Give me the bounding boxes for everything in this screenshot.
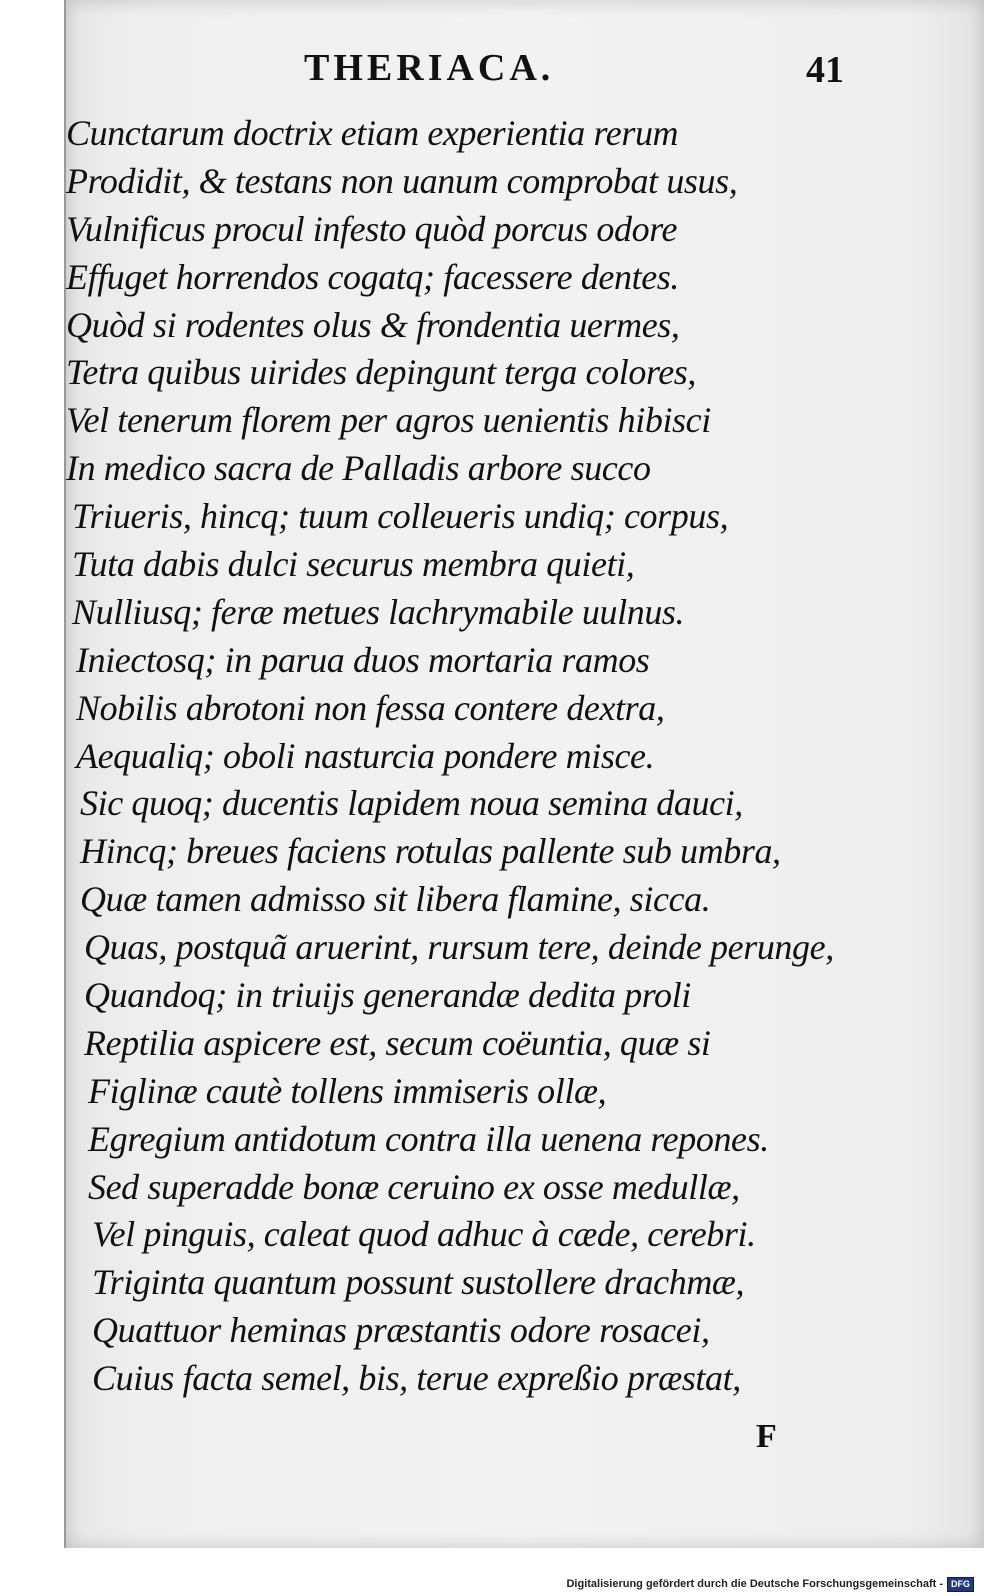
verse-line: Cunctarum doctrix etiam experientia rerum (66, 113, 679, 153)
page-number: 41 (806, 49, 844, 91)
verse-line: Cuius facta semel, bis, terue expreßio præstat, (92, 1358, 741, 1399)
verse-line: Quæ tamen admisso sit libera flamine, sicca. (80, 879, 711, 920)
verse-line: Tetra quibus uirides depingunt terga colores, (66, 352, 697, 393)
verse-line: Sed superadde bonæ ceruino ex osse medullæ, (88, 1166, 740, 1207)
verse-line: Figlinæ cautè tollens immiseris ollæ, (88, 1070, 607, 1111)
digitization-footer (566, 1576, 974, 1592)
verse-line: Egregium antidotum contra illa uenena repones. (88, 1118, 769, 1159)
verse-text (66, 110, 984, 1403)
verse-line: Nulliusq; feræ metues lachrymabile uulnus. (72, 591, 685, 632)
verse-line: Tuta dabis dulci securus membra quieti, (72, 544, 635, 585)
verse-line: Vel tenerum florem per agros uenientis hibisci (66, 400, 711, 441)
running-title: THERIACA. (304, 47, 555, 89)
verse-line: Prodidit, & testans non uanum comprobat usus, (66, 160, 738, 201)
verse-line: Quattuor heminas præstantis odore rosacei, (92, 1310, 710, 1351)
verse-line: Sic quoq; ducentis lapidem noua semina dauci, (80, 783, 743, 824)
verse-line: Hincq; breues faciens rotulas pallente sub umbra, (80, 831, 781, 872)
signature-mark: F (756, 1418, 777, 1455)
footer-credit-text: Digitalisierung gefördert durch die Deutsche Forschungsgemeinschaft - (566, 1578, 943, 1590)
verse-line: Vel pinguis, caleat quod adhuc à cæde, cerebri. (92, 1214, 756, 1255)
verse-line: Quas, postquã aruerint, rursum tere, deinde perunge, (84, 927, 834, 968)
verse-line: Vulnificus procul infesto quòd porcus odore (66, 208, 678, 249)
verse-line: Nobilis abrotoni non fessa contere dextra, (76, 687, 665, 728)
verse-line: In medico sacra de Palladis arbore succo (66, 448, 651, 489)
dfg-logo: DFG (947, 1577, 974, 1592)
scan-margin (0, 0, 64, 1576)
verse-line: Iniectosq; in parua duos mortaria ramos (76, 639, 650, 680)
verse-line: Aequaliq; oboli nasturcia pondere misce. (76, 735, 655, 776)
verse-line: Triueris, hincq; tuum colleueris undiq; corpus, (72, 496, 729, 537)
verse-line: Quandoq; in triuijs generandæ dedita proli (84, 975, 691, 1016)
verse-line: Effuget horrendos cogatq; facessere dentes. (66, 256, 679, 297)
verse-line: Triginta quantum possunt sustollere drachmæ, (92, 1262, 745, 1303)
verse-line: Quòd si rodentes olus & frondentia uermes, (66, 304, 680, 345)
book-page (64, 0, 984, 1548)
verse-line: Reptilia aspicere est, secum coëuntia, quæ si (84, 1022, 711, 1063)
